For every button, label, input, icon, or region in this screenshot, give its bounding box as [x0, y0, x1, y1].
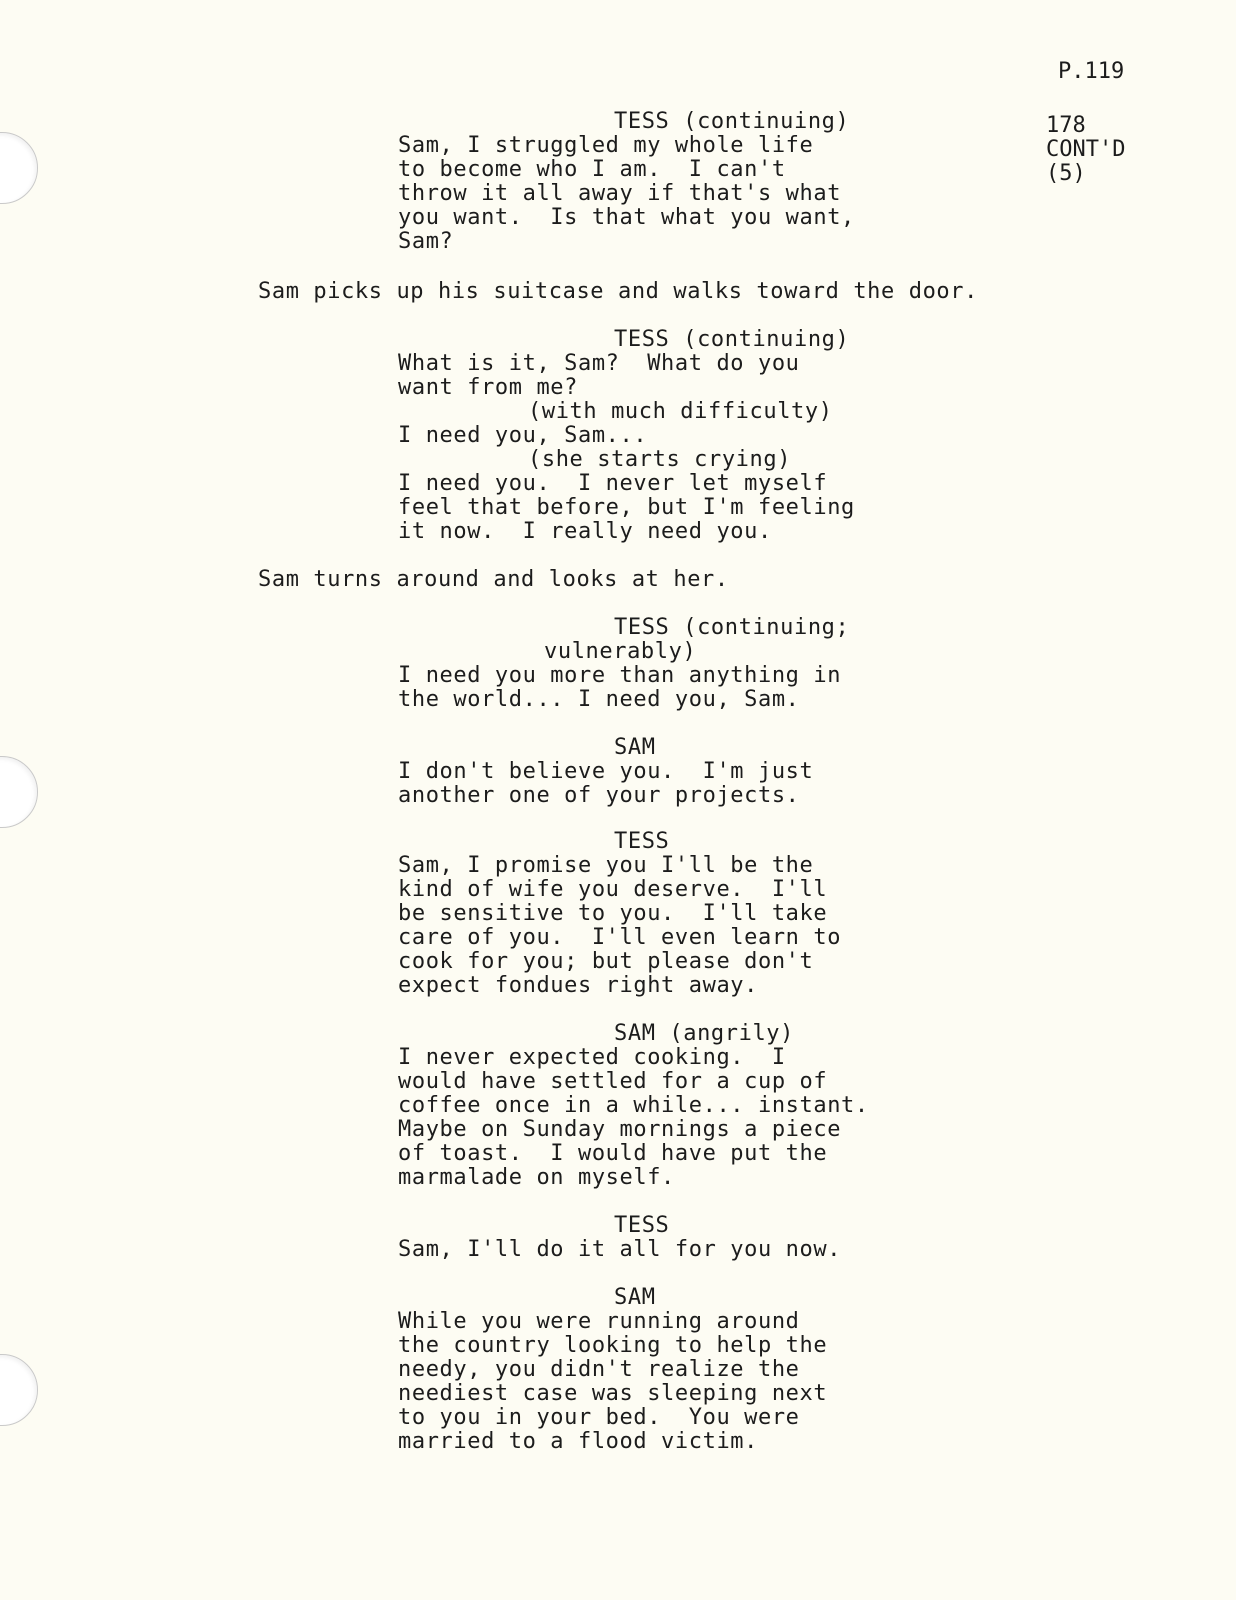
script-parenthetical: (she starts crying)	[528, 447, 792, 472]
binder-hole-top	[0, 132, 38, 204]
script-dialogue: be sensitive to you. I'll take	[398, 901, 828, 926]
script-character: SAM	[614, 1285, 656, 1310]
page-number: P.119	[1058, 59, 1125, 84]
script-dialogue: I need you, Sam...	[398, 423, 648, 448]
script-action: Sam turns around and looks at her.	[258, 567, 729, 592]
script-dialogue: What is it, Sam? What do you	[398, 351, 800, 376]
script-dialogue: to you in your bed. You were	[398, 1405, 800, 1430]
script-character: TESS (continuing;	[614, 615, 850, 640]
script-action: Sam picks up his suitcase and walks toward the door.	[258, 279, 978, 304]
binder-hole-middle	[0, 756, 38, 828]
script-dialogue: the world... I need you, Sam.	[398, 687, 800, 712]
scene-revision-marker: (5)	[1046, 161, 1086, 186]
script-dialogue: Maybe on Sunday mornings a piece	[398, 1117, 842, 1142]
script-character: SAM	[614, 735, 656, 760]
script-dialogue: would have settled for a cup of	[398, 1069, 828, 1094]
script-character: TESS (continuing)	[614, 109, 850, 134]
script-dialogue: Sam, I struggled my whole life	[398, 133, 814, 158]
script-dialogue: another one of your projects.	[398, 783, 800, 808]
script-dialogue: I never expected cooking. I	[398, 1045, 786, 1070]
script-dialogue: cook for you; but please don't	[398, 949, 814, 974]
script-dialogue: expect fondues right away.	[398, 973, 758, 998]
script-dialogue: it now. I really need you.	[398, 519, 772, 544]
script-parenthetical: (with much difficulty)	[528, 399, 833, 424]
script-dialogue: Sam, I'll do it all for you now.	[398, 1237, 842, 1262]
scene-number: 178	[1046, 113, 1086, 138]
script-dialogue: I don't believe you. I'm just	[398, 759, 814, 784]
script-character: TESS (continuing)	[614, 327, 850, 352]
script-dialogue: While you were running around	[398, 1309, 800, 1334]
script-dialogue: want from me?	[398, 375, 578, 400]
script-dialogue: married to a flood victim.	[398, 1429, 758, 1454]
script-parenthetical: vulnerably)	[544, 639, 697, 664]
script-dialogue: the country looking to help the	[398, 1333, 828, 1358]
script-dialogue: care of you. I'll even learn to	[398, 925, 842, 950]
script-dialogue: you want. Is that what you want,	[398, 205, 855, 230]
script-dialogue: Sam, I promise you I'll be the	[398, 853, 814, 878]
script-dialogue: marmalade on myself.	[398, 1165, 675, 1190]
script-dialogue: needy, you didn't realize the	[398, 1357, 800, 1382]
script-dialogue: of toast. I would have put the	[398, 1141, 828, 1166]
script-character: SAM (angrily)	[614, 1021, 794, 1046]
binder-hole-bottom	[0, 1354, 38, 1426]
scene-continued-marker: CONT'D	[1046, 137, 1126, 162]
script-character: TESS	[614, 829, 670, 854]
script-dialogue: to become who I am. I can't	[398, 157, 786, 182]
script-dialogue: kind of wife you deserve. I'll	[398, 877, 828, 902]
script-character: TESS	[614, 1213, 670, 1238]
script-dialogue: feel that before, but I'm feeling	[398, 495, 855, 520]
script-dialogue: throw it all away if that's what	[398, 181, 842, 206]
script-dialogue: I need you. I never let myself	[398, 471, 828, 496]
script-dialogue: Sam?	[398, 229, 454, 254]
script-dialogue: I need you more than anything in	[398, 663, 842, 688]
script-dialogue: neediest case was sleeping next	[398, 1381, 828, 1406]
script-dialogue: coffee once in a while... instant.	[398, 1093, 869, 1118]
